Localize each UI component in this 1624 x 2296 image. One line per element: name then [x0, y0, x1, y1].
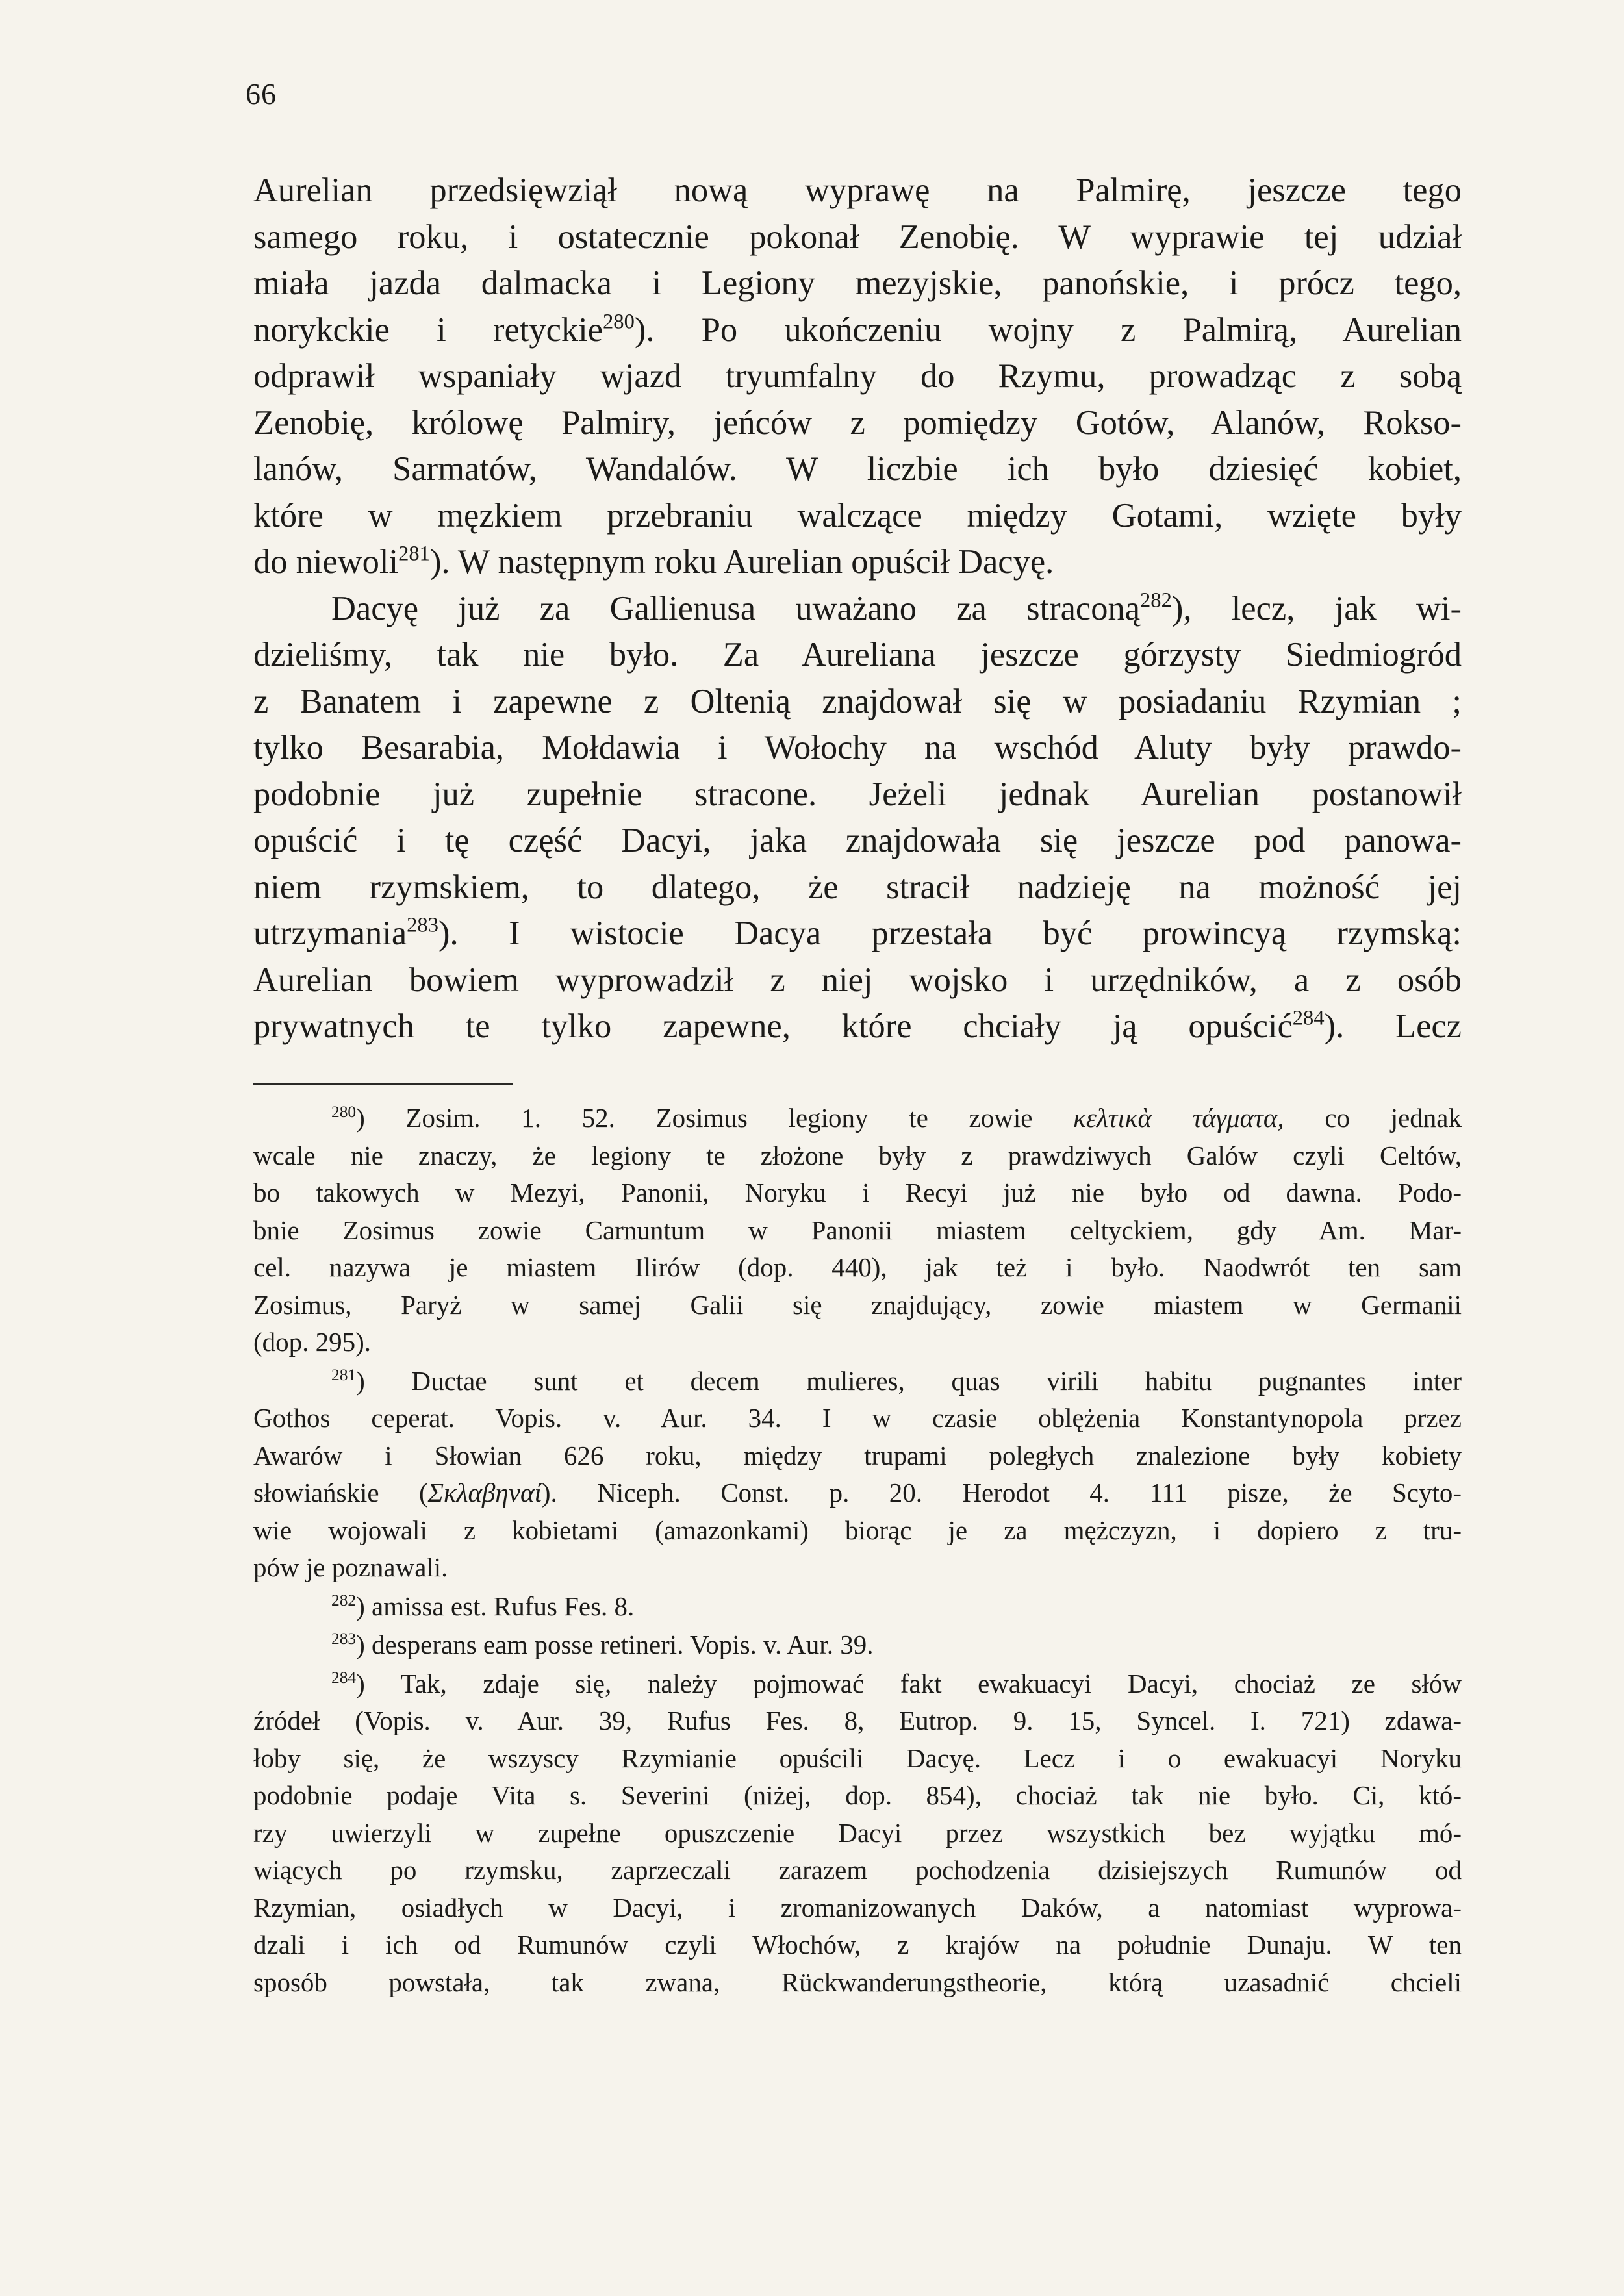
text-line: Zenobię, królowę Palmiry, jeńców z pomiędzy Gotów, Alanów, Rokso-: [253, 403, 1462, 442]
footnote-line: rzy uwierzyli w zupełne opuszczenie Dacyi przez wszystkich bez wyjątku mó-: [253, 1817, 1462, 1848]
text-line: Aurelian przedsięwziął nową wyprawę na Palmirę, jeszcze tego: [253, 171, 1462, 209]
footnote-number: 284: [331, 1668, 357, 1687]
greek-phrase: κελτικὰ τάγματα,: [1073, 1103, 1284, 1133]
footnote-line: wie wojowali z kobietami (amazonkami) biorąc je za mężczyzn, i dopiero z tru-: [253, 1515, 1462, 1545]
greek-word: Σκλαβηναί: [427, 1478, 542, 1508]
text-line: utrzymania$^{283}$). I wistocie Dacya przestała być prowincyą rzymską:: [253, 913, 1462, 952]
footnote-line: wcale nie znaczy, że legiony te złożone były z prawdziwych Galów czyli Celtów,: [253, 1140, 1462, 1170]
text-line: dzieliśmy, tak nie było. Za Aureliana jeszcze górzysty Siedmiogród: [253, 636, 1462, 674]
text-line: samego roku, i ostatecznie pokonał Zenobię. W wyprawie tej udział: [253, 218, 1462, 256]
footnote-ref-282[interactable]: 282: [1140, 588, 1172, 612]
footnote-284: [253, 1665, 1462, 2002]
footnote-line: dzali i ich od Rumunów czyli Włochów, z krajów na południe Dunaju. W ten: [253, 1930, 1462, 1960]
text-line: tylko Besarabia, Mołdawia i Wołochy na wschód Aluty były prawdo-: [253, 729, 1462, 766]
footnote-number: 280: [331, 1102, 357, 1121]
text-line: do niewoli$^{281}$). W następnym roku Aurelian opuścił Dacyę.: [253, 542, 1054, 581]
footnote-283: [253, 1626, 1462, 1664]
footnote-line: Awarów i Słowian 626 roku, między trupami poległych znalezione były kobiety: [253, 1440, 1462, 1470]
text-line: Aurelian bowiem wyprowadził z niej wojsko i urzędników, a z osób: [253, 961, 1462, 999]
footnote-line: $^{281}$) Ductae sunt et decem mulieres, quas virili habitu pugnantes inter: [331, 1365, 1462, 1396]
footnote-number: 283: [331, 1629, 357, 1648]
footnote-line: $^{280}$) Zosim. 1. 52. Zosimus legiony te zowie κελτικὰ τάγματα, co jednak: [331, 1102, 1462, 1133]
footnote-line: źródeł (Vopis. v. Aur. 39, Rufus Fes. 8, Eutrop. 9. 15, Syncel. I. 721) zdawa-: [253, 1706, 1462, 1735]
footnote-number: 281: [331, 1365, 357, 1384]
footnote-281: [253, 1363, 1462, 1587]
footnote-282: [253, 1588, 1462, 1626]
footnote-line: sposób powstała, tak zwana, Rückwanderungstheorie, którą uzasadnić chcieli: [253, 1967, 1462, 1997]
footnote-ref-280[interactable]: 280: [603, 309, 635, 333]
footnotes: [253, 1100, 1462, 2002]
footnote-ref-281[interactable]: 281: [398, 542, 430, 566]
text-line: miała jazda dalmacka i Legiony mezyjskie, panońskie, i prócz tego,: [253, 264, 1462, 302]
footnote-line: Gothos ceperat. Vopis. v. Aur. 34. I w czasie oblężenia Konstantynopola przez: [253, 1403, 1462, 1433]
footnote-line: łoby się, że wszyscy Rzymianie opuścili Dacyę. Lecz i o ewakuacyi Noryku: [253, 1743, 1462, 1773]
footnote-ref-284[interactable]: 284: [1292, 1006, 1325, 1030]
text-line: norykckie i retyckie$^{280}$). Po ukończeniu wojny z Palmirą, Aurelian: [253, 309, 1462, 349]
footnote-line: wiących po rzymsku, zaprzeczali zarazem pochodzenia dzisiejszych Rumunów od: [253, 1855, 1462, 1885]
main-text: [253, 168, 1462, 1050]
footnote-separator: [253, 1083, 513, 1085]
footnote-line: Rzymian, osiadłych w Dacyi, i zromanizowanych Daków, a natomiast wyprowa-: [253, 1892, 1462, 1923]
footnote-number: 282: [331, 1591, 357, 1609]
footnote-line: pów je poznawali.: [253, 1552, 448, 1582]
footnote-line: cel. nazywa je miastem Ilirów (dop. 440), jak też i było. Naodwrót ten sam: [253, 1252, 1462, 1282]
footnote-line: $^{282}$) amissa est. Rufus Fes. 8.: [331, 1591, 635, 1621]
text-line: lanów, Sarmatów, Wandalów. W liczbie ich było dziesięć kobiet,: [253, 450, 1462, 488]
footnote-line: (dop. 295).: [253, 1327, 372, 1357]
footnote-line: bo takowych w Mezyi, Panonii, Noryku i Recyi już nie było od dawna. Podo-: [253, 1178, 1462, 1207]
text-line: które w męzkiem przebraniu walczące między Gotami, wzięte były: [253, 496, 1462, 535]
footnote-line: $^{283}$) desperans eam posse retineri. Vopis. v. Aur. 39.: [331, 1629, 874, 1659]
text-line: Dacyę już za Gallienusa uważano za straconą$^{282}$), lecz, jak wi-: [331, 588, 1462, 627]
footnote-line: $^{284}$) Tak, zdaje się, należy pojmować fakt ewakuacyi Dacyi, chociaż ze słów: [331, 1668, 1462, 1698]
footnote-line: słowiańskie (Σκλαβηναί). Niceph. Const. p. 20. Herodot 4. 111 pisze, że Scyto-: [253, 1478, 1462, 1508]
text-line: odprawił wspaniały wjazd tryumfalny do Rzymu, prowadząc z sobą: [253, 357, 1462, 395]
text-line: niem rzymskiem, to dlatego, że stracił nadzieję na możność jej: [253, 868, 1462, 906]
text-line: podobnie już zupełnie stracone. Jeżeli jednak Aurelian postanowił: [253, 775, 1462, 813]
footnote-280: [253, 1100, 1462, 1361]
text-line: prywatnych te tylko zapewne, które chciały ją opuścić$^{284}$). Lecz: [253, 1006, 1462, 1045]
text-line: opuścić i tę część Dacyi, jaka znajdowała się jeszcze pod panowa-: [253, 822, 1462, 859]
footnote-line: bnie Zosimus zowie Carnuntum w Panonii miastem celtyckiem, gdy Am. Mar-: [253, 1215, 1462, 1245]
footnote-line: Zosimus, Paryż w samej Galii się znajdujący, zowie miastem w Germanii: [253, 1289, 1462, 1320]
footnote-ref-283[interactable]: 283: [407, 913, 438, 937]
footnote-line: podobnie podaje Vita s. Severini (niżej, dop. 854), chociaż tak nie było. Ci, któ-: [253, 1780, 1462, 1810]
page-number: 66: [246, 77, 277, 110]
text-line: z Banatem i zapewne z Oltenią znajdował się w posiadaniu Rzymian ;: [253, 682, 1462, 720]
